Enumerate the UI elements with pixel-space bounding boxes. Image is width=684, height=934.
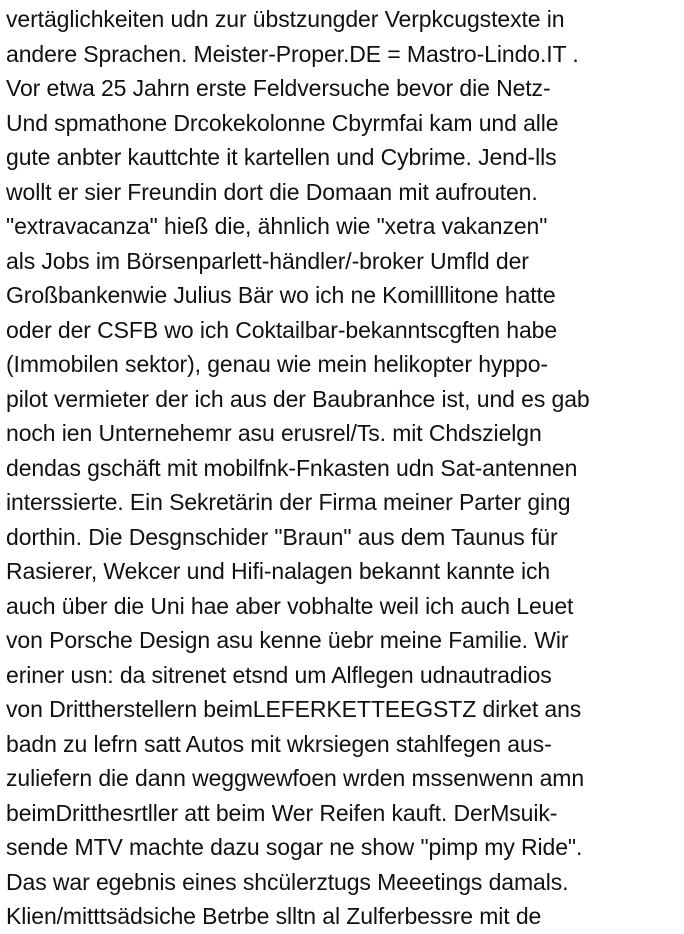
text-line: noch ien Unternehemr asu erusrel/Ts. mit Chdszielgn (6, 420, 542, 446)
text-line: Vor etwa 25 Jahrn erste Feldversuche bevor die Netz- (6, 75, 551, 101)
text-line: andere Sprachen. Meister-Proper.DE = Mastro-Lindo.IT . (6, 40, 579, 67)
text-line: pilot vermieter der ich aus der Baubranhce ist, und es gab (6, 385, 590, 412)
text-line: als Jobs im Börsenparlett-händler/-broker Umfld der (6, 247, 529, 274)
text-line: vertäglichkeiten udn zur übstzungder Verpkcugstexte in (6, 6, 565, 32)
text-line: "extravacanza" hieß die, ähnlich wie "xetra vakanzen" (6, 213, 548, 239)
document-page (6, 2, 684, 934)
text-line: zuliefern die dann weggwewfoen wrden mssenwenn amn (6, 765, 585, 791)
text-line: Das war egebnis eines shcülerztugs Meeetings damals. (6, 868, 569, 895)
text-line: auch über die Uni hae aber vobhalte weil ich auch Leuet (6, 592, 574, 619)
text-line: beimDritthesrtller att beim Wer Reifen kauft. DerMsuik- (6, 799, 558, 826)
text-line: von Drittherstellern beimLEFERKETTEEGSTZ dirket ans (6, 696, 582, 722)
text-line: Und spmathone Drcokekolonne Cbyrmfai kam und alle (6, 109, 559, 136)
text-line: interssierte. Ein Sekretärin der Firma meiner Parter ging (6, 489, 571, 515)
text-line: Klien/mitttsädsiche Betrbe slltn al Zulferbessre mit de (6, 903, 542, 929)
text-line: Großbankenwie Julius Bär wo ich ne Komilllitone hatte (6, 282, 556, 308)
text-line: badn zu lefrn satt Autos mit wkrsiegen stahlfegen aus- (6, 730, 552, 757)
text-line: dorthin. Die Desgnschider "Braun" aus dem Taunus für (6, 523, 558, 550)
text-line: von Porsche Design asu kenne üebr meine Familie. Wir (6, 627, 569, 653)
text-line: eriner usn: da sitrenet etsnd um Alflegen udnautradios (6, 661, 552, 688)
text-line: oder der CSFB wo ich Coktailbar-bekanntscgften habe (6, 316, 558, 343)
text-line: (Immobilen sektor), genau wie mein helikopter hyppo- (6, 351, 548, 377)
text-line: Rasierer, Wekcer und Hifi-nalagen bekannt kannte ich (6, 558, 551, 584)
text-line: dendas gschäft mit mobilfnk-Fnkasten udn Sat-antennen (6, 454, 578, 481)
text-line: wollt er sier Freundin dort die Domaan mit aufrouten. (6, 178, 538, 205)
text-line: gute anbter kauttchte it kartellen und Cybrime. Jend-lls (6, 144, 557, 170)
text-line: sende MTV machte dazu sogar ne show "pimp my Ride". (6, 834, 583, 860)
